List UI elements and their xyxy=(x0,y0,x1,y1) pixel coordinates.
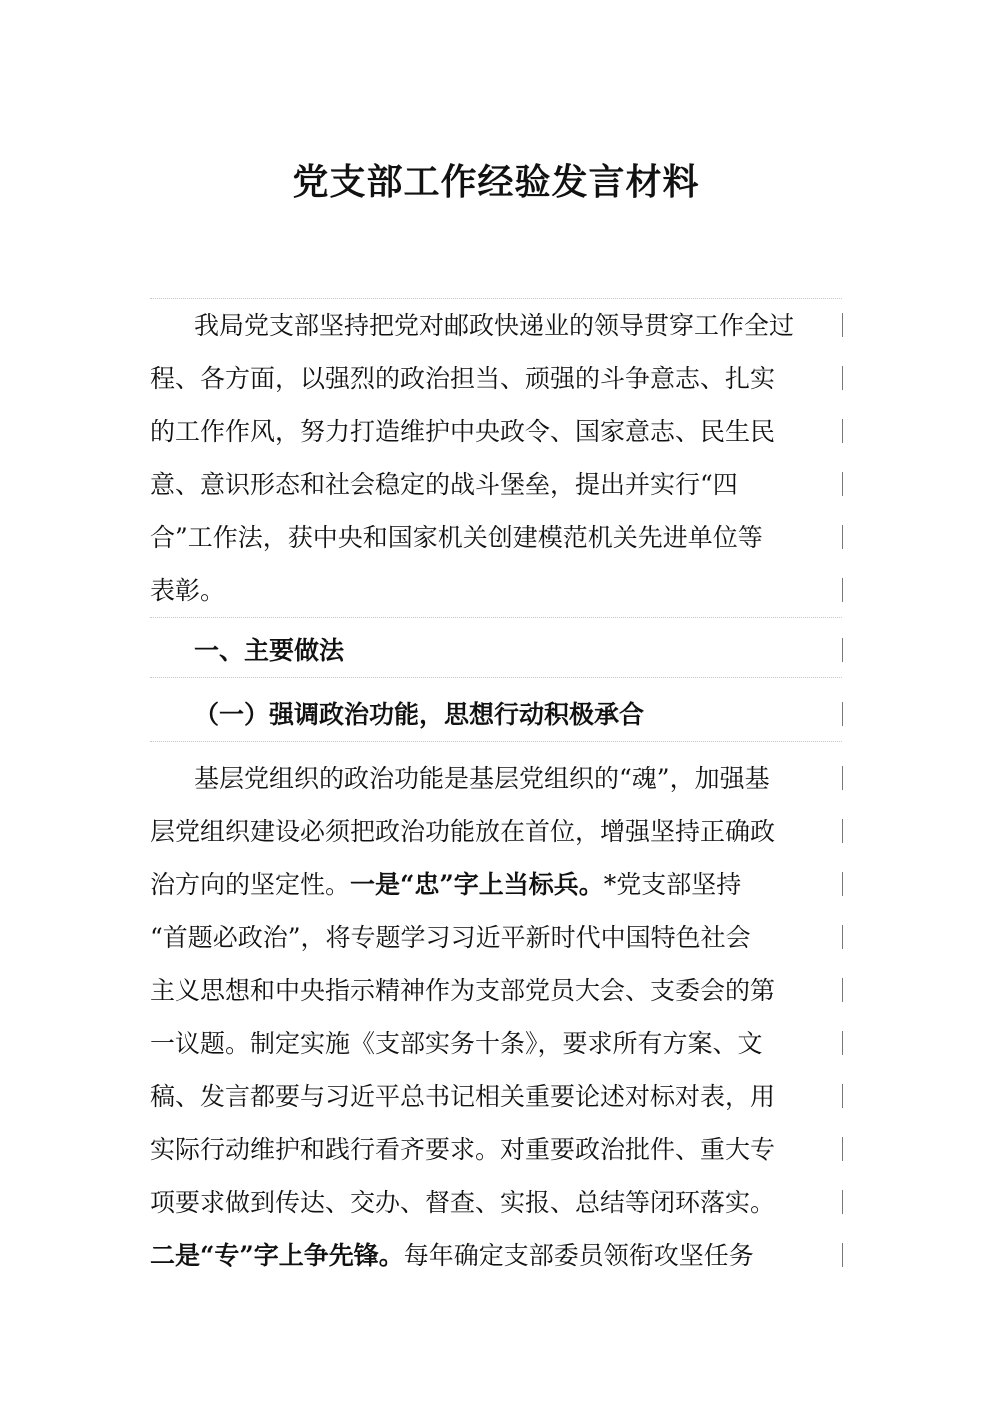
body-line xyxy=(150,858,842,911)
intro-line: 程、各方面，以强烈的政治担当、顽强的斗争意志、扎实 xyxy=(150,352,842,405)
line-end-marker xyxy=(842,819,843,843)
line-end-marker xyxy=(842,472,843,496)
body-line: 一议题。制定实施《支部实务十条》，要求所有方案、文 xyxy=(150,1017,842,1070)
heading-2: （一）强调政治功能，思想行动积极承合 xyxy=(150,688,842,741)
body-line-plain: 治方向的坚定性。 xyxy=(150,870,351,899)
line-end-marker xyxy=(842,766,843,790)
body-line: 主义思想和中央指示精神作为支部党员大会、支委会的第 xyxy=(150,964,842,1017)
intro-line: 我局党支部坚持把党对邮政快递业的领导贯穿工作全过 xyxy=(150,299,842,352)
heading-1: 一、主要做法 xyxy=(150,624,842,677)
line-end-marker xyxy=(842,702,843,726)
body-paragraph xyxy=(150,752,842,1282)
line-end-marker xyxy=(842,419,843,443)
line-end-marker xyxy=(842,578,843,602)
subsection-heading xyxy=(150,688,842,742)
body-line-bold: 一是“忠”字上当标兵。 xyxy=(350,870,604,899)
body-line: “首题必政治”，将专题学习习近平新时代中国特色社会 xyxy=(150,911,842,964)
line-end-marker xyxy=(842,1031,843,1055)
body-line-rest: 每年确定支部委员领衔攻坚任务 xyxy=(403,1241,754,1270)
body-line: 基层党组织的政治功能是基层党组织的“魂”，加强基 xyxy=(150,752,842,805)
body-line: 稿、发言都要与习近平总书记相关重要论述对标对表，用 xyxy=(150,1070,842,1123)
section-heading xyxy=(150,624,842,678)
line-end-marker xyxy=(842,925,843,949)
document-title: 党支部工作经验发言材料 xyxy=(292,161,700,203)
intro-line: 意、意识形态和社会稳定的战斗堡垒，提出并实行“四 xyxy=(150,458,842,511)
intro-line: 表彰。 xyxy=(150,564,842,617)
line-end-marker xyxy=(842,1190,843,1214)
intro-paragraph xyxy=(150,298,842,618)
line-end-marker xyxy=(842,872,843,896)
body-line xyxy=(150,1229,842,1282)
line-end-marker xyxy=(842,638,843,662)
body-line: 层党组织建设必须把政治功能放在首位，增强坚持正确政 xyxy=(150,805,842,858)
line-end-marker xyxy=(842,978,843,1002)
body-line: 项要求做到传达、交办、督查、实报、总结等闭环落实。 xyxy=(150,1176,842,1229)
line-end-marker xyxy=(842,366,843,390)
line-end-marker xyxy=(842,1243,843,1267)
intro-line: 的工作作风，努力打造维护中央政令、国家意志、民生民 xyxy=(150,405,842,458)
body-line: 实际行动维护和践行看齐要求。对重要政治批件、重大专 xyxy=(150,1123,842,1176)
body-line-rest: *党支部坚持 xyxy=(603,870,742,899)
line-end-marker xyxy=(842,1137,843,1161)
line-end-marker xyxy=(842,1084,843,1108)
body-line-bold: 二是“专”字上争先锋。 xyxy=(150,1241,404,1270)
line-end-marker xyxy=(842,525,843,549)
line-end-marker xyxy=(842,313,843,337)
intro-line: 合”工作法，获中央和国家机关创建模范机关先进单位等 xyxy=(150,511,842,564)
